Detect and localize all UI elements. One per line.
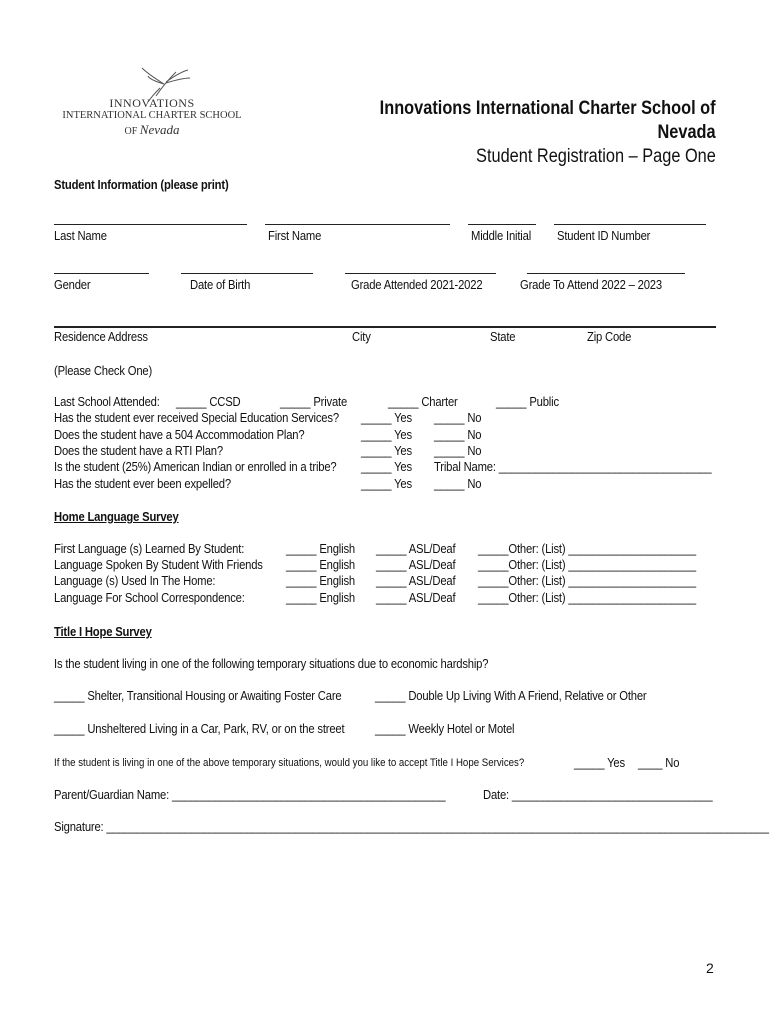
language-other-option[interactable]: _____Other: (List) _____________________ <box>478 542 696 556</box>
logo-line2: INTERNATIONAL CHARTER SCHOOL <box>62 110 242 121</box>
language-other-option[interactable]: _____Other: (List) _____________________ <box>478 591 696 605</box>
language-english-option[interactable]: _____ English <box>286 558 355 572</box>
question-yes[interactable]: _____ Yes <box>361 460 412 474</box>
question-yes[interactable]: _____ Yes <box>361 411 412 425</box>
question-yes[interactable]: _____ Yes <box>361 428 412 442</box>
grade-to-attend-label: Grade To Attend 2022 – 2023 <box>520 278 662 292</box>
hope-services-question: If the student is living in one of the above temporary situations, would you like to accept Title I Hope Services? <box>54 757 525 769</box>
hotel-motel-option[interactable]: _____ Weekly Hotel or Motel <box>375 722 515 736</box>
question-no[interactable]: _____ No <box>434 444 482 458</box>
language-other-option[interactable]: _____Other: (List) _____________________ <box>478 574 696 588</box>
question-yes[interactable]: _____ Yes <box>361 444 412 458</box>
language-row-label: Language (s) Used In The Home: <box>54 574 216 588</box>
question-label: Has the student ever been expelled? <box>54 477 231 491</box>
student-info-heading: Student Information (please print) <box>54 178 229 192</box>
question-no[interactable]: _____ No <box>434 428 482 442</box>
language-asl-option[interactable]: _____ ASL/Deaf <box>376 558 456 572</box>
check-one-note: (Please Check One) <box>54 364 153 378</box>
language-english-option[interactable]: _____ English <box>286 574 355 588</box>
middle-initial-field[interactable] <box>468 224 536 225</box>
hope-services-yes[interactable]: _____ Yes <box>574 756 625 770</box>
question-no[interactable]: _____ No <box>434 477 482 491</box>
form-title-line1: Innovations International Charter School of <box>380 98 716 119</box>
dob-field[interactable] <box>181 273 313 274</box>
school-charter-option[interactable]: _____ Charter <box>388 395 458 409</box>
hardship-question: Is the student living in one of the following temporary situations due to economic hardship? <box>54 657 489 671</box>
language-english-option[interactable]: _____ English <box>286 542 355 556</box>
language-asl-option[interactable]: _____ ASL/Deaf <box>376 574 456 588</box>
last-name-field[interactable] <box>54 224 247 225</box>
city-label: City <box>352 330 371 344</box>
grade-attended-label: Grade Attended 2021-2022 <box>351 278 483 292</box>
question-label: Does the student have a RTI Plan? <box>54 444 223 458</box>
logo-line3 <box>52 122 252 138</box>
student-id-field[interactable] <box>554 224 706 225</box>
language-asl-option[interactable]: _____ ASL/Deaf <box>376 542 456 556</box>
parent-guardian-field[interactable]: Parent/Guardian Name: _____________________________________________ <box>54 788 446 802</box>
form-subtitle: Student Registration – Page One <box>476 146 716 167</box>
question-label: Does the student have a 504 Accommodation Plan? <box>54 428 305 442</box>
gender-label: Gender <box>54 278 91 292</box>
unsheltered-option[interactable]: _____ Unsheltered Living in a Car, Park, RV, or on the street <box>54 722 345 736</box>
date-field[interactable]: Date: _________________________________ <box>483 788 713 802</box>
school-public-option[interactable]: _____ Public <box>496 395 559 409</box>
dob-label: Date of Birth <box>190 278 251 292</box>
first-name-field[interactable] <box>265 224 450 225</box>
signature-field[interactable]: Signature: _____________________________________________________________________________________________________________ <box>54 820 769 834</box>
question-no[interactable]: _____ No <box>434 411 482 425</box>
language-english-option[interactable]: _____ English <box>286 591 355 605</box>
school-private-option[interactable]: _____ Private <box>280 395 348 409</box>
page-number: 2 <box>706 960 714 976</box>
gender-field[interactable] <box>54 273 149 274</box>
language-other-option[interactable]: _____Other: (List) _____________________ <box>478 558 696 572</box>
first-name-label: First Name <box>268 229 322 243</box>
logo-line1: INNOVATIONS <box>109 96 195 110</box>
state-label: State <box>490 330 516 344</box>
double-up-option[interactable]: _____ Double Up Living With A Friend, Relative or Other <box>375 689 647 703</box>
question-label: Has the student ever received Special Education Services? <box>54 411 339 425</box>
grade-to-attend-field[interactable] <box>527 273 685 274</box>
question-label: Is the student (25%) American Indian or enrolled in a tribe? <box>54 460 337 474</box>
zip-code-label: Zip Code <box>587 330 632 344</box>
school-logo <box>52 66 252 140</box>
language-row-label: Language For School Correspondence: <box>54 591 245 605</box>
grade-attended-field[interactable] <box>345 273 496 274</box>
language-asl-option[interactable]: _____ ASL/Deaf <box>376 591 456 605</box>
last-name-label: Last Name <box>54 229 107 243</box>
hope-services-no[interactable]: ____ No <box>638 756 680 770</box>
form-title-line2: Nevada <box>657 122 716 143</box>
last-school-label: Last School Attended: <box>54 395 160 409</box>
tribal-name-field[interactable]: Tribal Name: ___________________________________ <box>434 460 712 474</box>
title-one-heading: Title I Hope Survey <box>54 625 152 639</box>
language-row-label: Language Spoken By Student With Friends <box>54 558 263 572</box>
student-id-label: Student ID Number <box>557 229 651 243</box>
home-language-heading: Home Language Survey <box>54 510 179 524</box>
school-ccsd-option[interactable]: _____ CCSD <box>176 395 241 409</box>
question-yes[interactable]: _____ Yes <box>361 477 412 491</box>
logo-nevada: Nevada <box>139 122 180 137</box>
logo-of: OF <box>124 126 138 137</box>
address-field[interactable] <box>54 326 716 328</box>
middle-initial-label: Middle Initial <box>471 229 532 243</box>
language-row-label: First Language (s) Learned By Student: <box>54 542 245 556</box>
shelter-option[interactable]: _____ Shelter, Transitional Housing or Awaiting Foster Care <box>54 689 342 703</box>
residence-address-label: Residence Address <box>54 330 148 344</box>
